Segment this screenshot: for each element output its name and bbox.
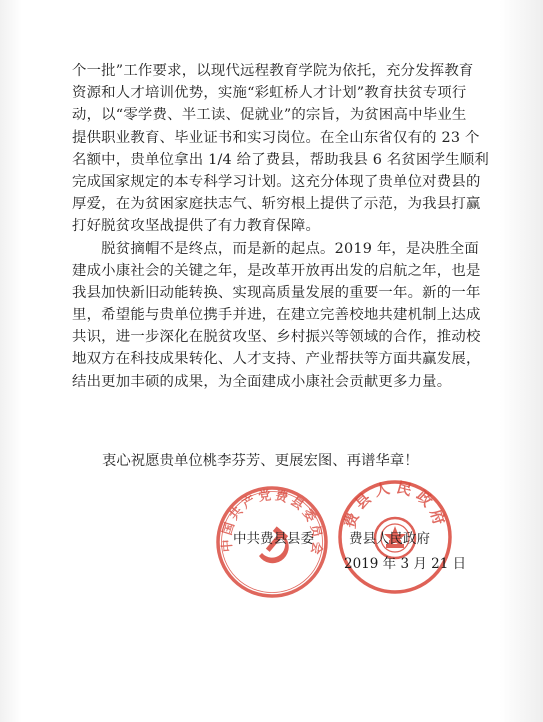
- paragraph-2: [72, 238, 504, 393]
- paragraph-1: [72, 60, 504, 238]
- text-line: 打好脱贫攻坚战提供了有力教育保障。: [72, 218, 321, 235]
- text-line: 结出更加丰硕的成果，为全面建成小康社会贡献更多力量。: [72, 373, 452, 390]
- text-line: 名额中，贵单位拿出 1/4 给了费县，帮助我县 6 名贫困学生顺利: [72, 151, 489, 168]
- text-line: 地双方在科技成果转化、人才支持、产业帮扶等方面共赢发展，: [72, 351, 481, 368]
- text-line: 脱贫摘帽不是终点，而是新的起点。2019 年，是决胜全面: [72, 240, 479, 257]
- text-line: 完成国家规定的本专科学习计划。这充分体现了贵单位对费县的: [72, 173, 481, 190]
- government-seal-text: 费县人民政府: [340, 477, 450, 532]
- text-line: 我县加快新旧动能转换、实现高质量发展的重要一年。新的一年: [72, 284, 481, 301]
- text-line: 资源和人才培训优势，实施“彩虹桥人才计划”教育扶贫专项行: [72, 85, 467, 102]
- text-line: 提供职业教育、毕业证书和实习岗位。在全山东省仅有的 23 个: [72, 129, 480, 146]
- letter-body: [72, 60, 504, 393]
- text-line: 里，希望能与贵单位携手并进，在建立完善校地共建机制上达成: [72, 307, 481, 324]
- text-line: 共识，进一步深化在脱贫攻坚、乡村振兴等领域的合作，推动校: [72, 329, 481, 346]
- letter-date: 2019 年 3 月 21 日: [344, 556, 467, 572]
- text-line: 动，以“零学费、半工读、促就业”的宗旨，为贫困高中毕业生: [72, 107, 467, 124]
- text-line: 厚爱，在为贫困家庭扶志气、斩穷根上提供了示范，为我县打赢: [72, 196, 481, 213]
- text-line: 个一批”工作要求，以现代远程教育学院为依托，充分发挥教育: [72, 63, 474, 79]
- government-signature: 费县人民政府: [349, 531, 430, 547]
- party-committee-signature: 中共费县县委: [233, 531, 314, 547]
- text-line: 建成小康社会的关键之年，是改革开放再出发的启航之年，也是: [72, 262, 481, 279]
- closing-wish: 衷心祝愿贵单位桃李芬芳、更展宏图、再谱华章！: [102, 453, 419, 469]
- party-seal-text: 中国共产党费县委员会: [218, 487, 326, 559]
